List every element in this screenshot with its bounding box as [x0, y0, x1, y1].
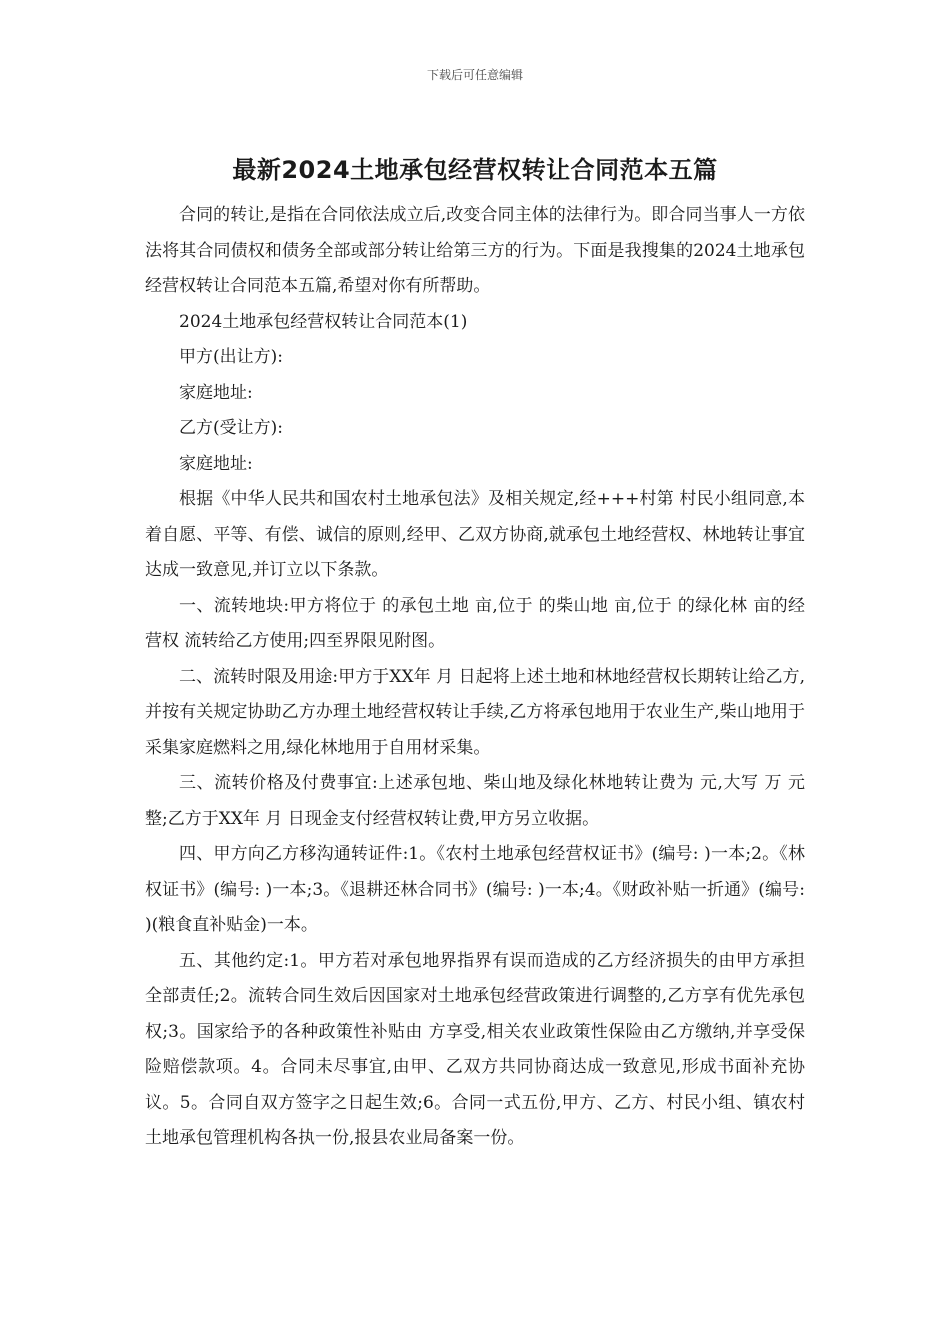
header-note: 下载后可任意编辑 — [426, 68, 523, 82]
party-a-label: 甲方(出让方): — [179, 347, 283, 367]
party-b-label: 乙方(受让方): — [179, 418, 283, 438]
clause-1: 一、流转地块:甲方将位于 的承包土地 亩,位于 的柴山地 亩,位于 的绿化林 亩的经营权 流转给乙方使用;四至界限见附图。 — [145, 595, 805, 651]
clause-5: 五、其他约定:1。甲方若对承包地界指界有误而造成的乙方经济损失的由甲方承担全部责任;2。流转合同生效后因国家对土地承包经营政策进行调整的,乙方享有优先承包权;3。国家给予的各种政策性补贴由 方享受,相关农业政策性保险由乙方缴纳,并享受保险赔偿款项。4。合同未尽事宜,由甲、乙双方共同协商达成一致意见,形成书面补充协议。5。合同自双方签字之日起生效;6。合同一式五份,甲方、乙方、村民小组、镇农村土地承包管理机构各执一份,报县农业局备案一份。 — [145, 950, 805, 1148]
intro-paragraph: 合同的转让,是指在合同依法成立后,改变合同主体的法律行为。即合同当事人一方依法将其合同债权和债务全部或部分转让给第三方的行为。下面是我搜集的2024土地承包经营权转让合同范本五篇,希望对你有所帮助。 — [145, 205, 805, 296]
document-body — [145, 198, 805, 1157]
clause-4: 四、甲方向乙方移沟通转证件:1。《农村土地承包经营权证书》(编号: )一本;2。《林权证书》(编号: )一本;3。《退耕还林合同书》(编号: )一本;4。《财政补贴一折通》(编号: )(粮食直补贴金)一本。 — [145, 844, 805, 935]
contract-heading: 2024土地承包经营权转让合同范本(1) — [179, 311, 468, 332]
document-title: 最新2024土地承包经营权转让合同范本五篇 — [232, 156, 718, 184]
clause-2: 二、流转时限及用途:甲方于XX年 月 日起将上述土地和林地经营权长期转让给乙方,并按有关规定协助乙方办理土地经营权转让手续,乙方将承包地用于农业生产,柴山地用于采集家庭燃料之用,绿化林地用于自用材采集。 — [145, 666, 805, 758]
party-a-address-label: 家庭地址: — [179, 382, 253, 403]
clause-3: 三、流转价格及付费事宜:上述承包地、柴山地及绿化林地转让费为 元,大写 万 元整;乙方于XX年 月 日现金支付经营权转让费,甲方另立收据。 — [145, 773, 805, 829]
preamble-paragraph: 根据《中华人民共和国农村土地承包法》及相关规定,经+++村第 村民小组同意,本着自愿、平等、有偿、诚信的原则,经甲、乙双方协商,就承包土地经营权、林地转让事宜达成一致意见,并订立以下条款。 — [145, 489, 805, 580]
party-b-address-label: 家庭地址: — [179, 453, 253, 474]
